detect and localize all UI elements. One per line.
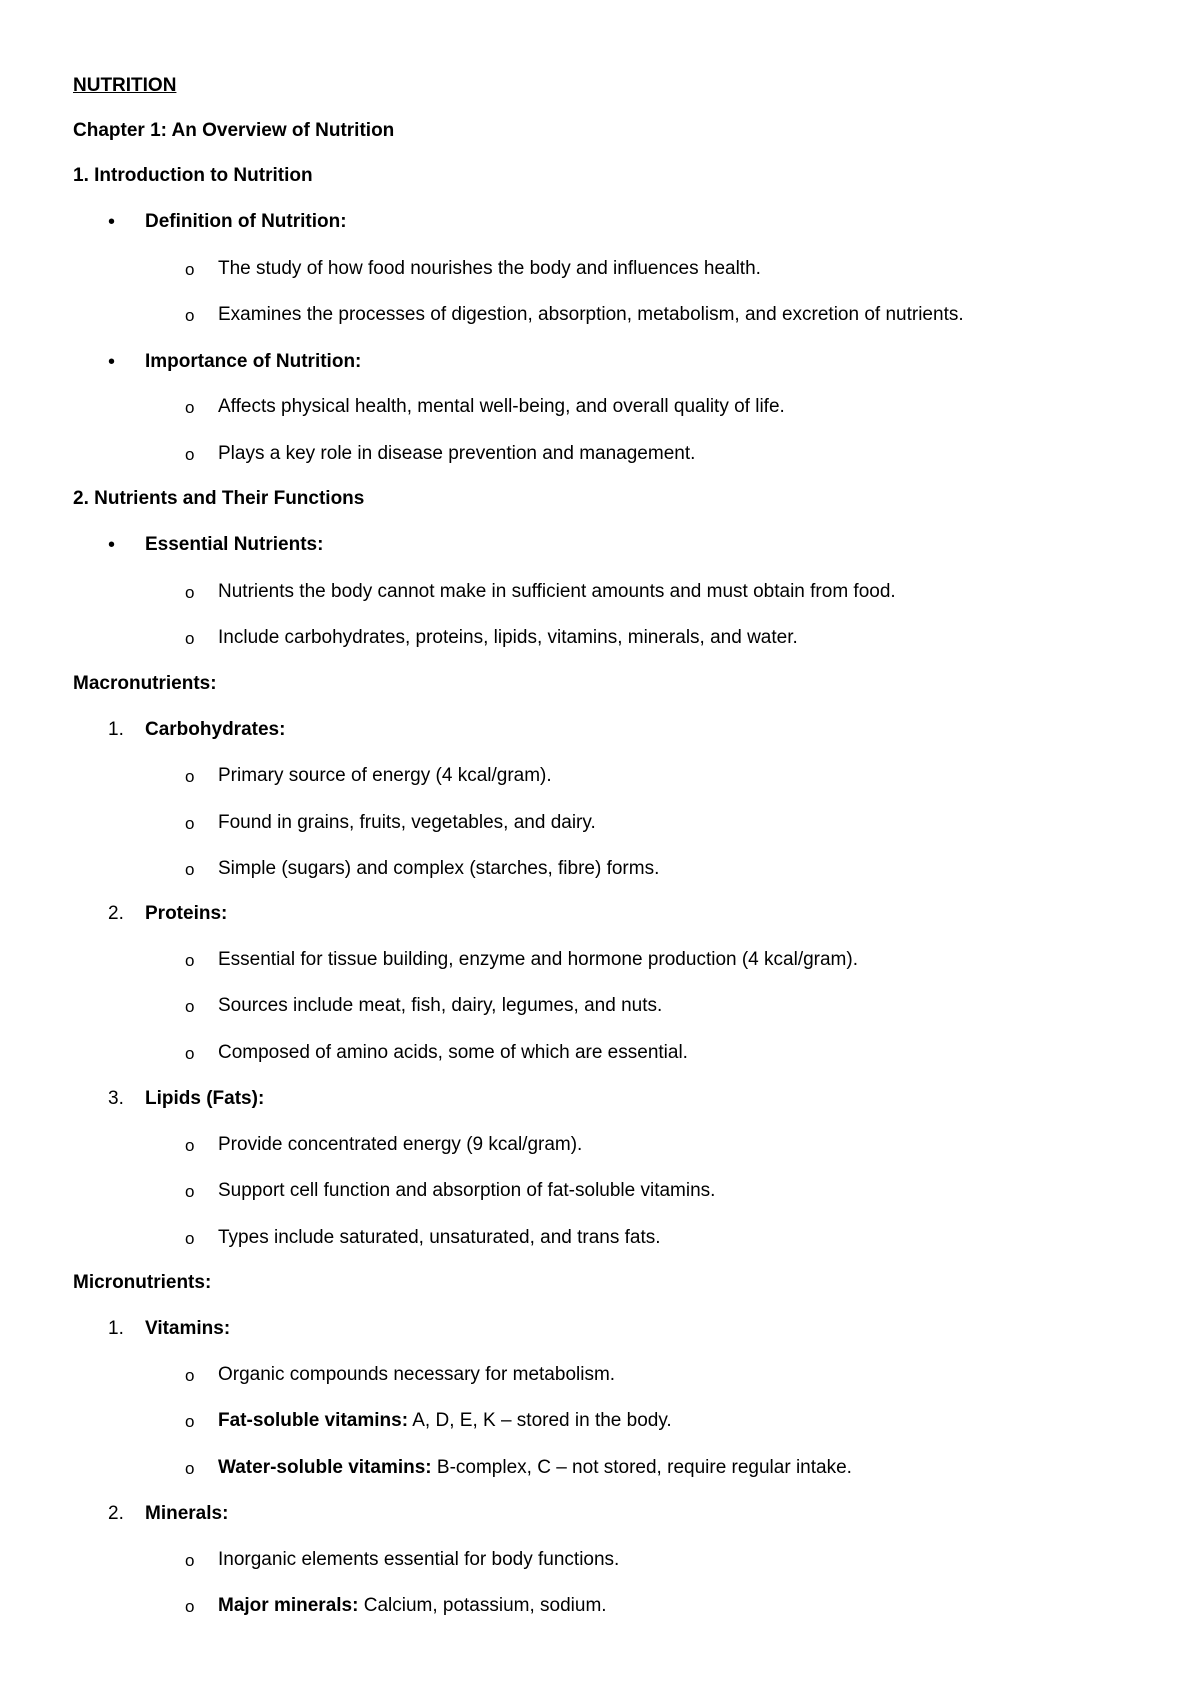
sub-bullet-marker: o bbox=[185, 1136, 195, 1155]
water-soluble-label: Water-soluble vitamins: bbox=[218, 1457, 432, 1478]
sub-bullet-marker: o bbox=[185, 1412, 195, 1431]
bullet-marker: • bbox=[108, 534, 116, 556]
list-item: Essential for tissue building, enzyme and hormone production (4 kcal/gram). bbox=[218, 949, 858, 970]
sub-bullet-marker: o bbox=[185, 767, 195, 786]
list-item: Sources include meat, fish, dairy, legumes, and nuts. bbox=[218, 995, 663, 1016]
list-item: Organic compounds necessary for metabolism. bbox=[218, 1364, 616, 1385]
sub-bullet-marker: o bbox=[185, 814, 195, 833]
list-number: 1. bbox=[108, 719, 124, 740]
sub-bullet-marker: o bbox=[185, 860, 195, 879]
sub-bullet-marker: o bbox=[185, 1459, 195, 1478]
carbohydrates-label: Carbohydrates: bbox=[145, 719, 286, 740]
list-item: Plays a key role in disease prevention and management. bbox=[218, 443, 696, 464]
list-item: Support cell function and absorption of fat-soluble vitamins. bbox=[218, 1180, 716, 1201]
sub-bullet-marker: o bbox=[185, 583, 195, 602]
sub-bullet-marker: o bbox=[185, 951, 195, 970]
sub-bullet-marker: o bbox=[185, 997, 195, 1016]
list-item bbox=[218, 1456, 852, 1480]
sub-bullet-marker: o bbox=[185, 1551, 195, 1570]
list-number: 2. bbox=[108, 1503, 124, 1524]
list-item: Provide concentrated energy (9 kcal/gram). bbox=[218, 1134, 583, 1155]
list-item: Simple (sugars) and complex (starches, fibre) forms. bbox=[218, 858, 660, 879]
fat-soluble-label: Fat-soluble vitamins: bbox=[218, 1410, 409, 1431]
importance-label: Importance of Nutrition: bbox=[145, 351, 362, 372]
proteins-label: Proteins: bbox=[145, 903, 228, 924]
list-item: Inorganic elements essential for body functions. bbox=[218, 1549, 620, 1570]
chapter-heading: Chapter 1: An Overview of Nutrition bbox=[73, 120, 395, 141]
sub-bullet-marker: o bbox=[185, 629, 195, 648]
list-item: Examines the processes of digestion, absorption, metabolism, and excretion of nutrients. bbox=[218, 304, 964, 325]
list-item: Include carbohydrates, proteins, lipids, vitamins, minerals, and water. bbox=[218, 627, 798, 648]
list-item: Composed of amino acids, some of which are essential. bbox=[218, 1042, 688, 1063]
sub-bullet-marker: o bbox=[185, 445, 195, 464]
section-heading-introduction: 1. Introduction to Nutrition bbox=[73, 165, 313, 186]
definition-label: Definition of Nutrition: bbox=[145, 211, 347, 232]
section-heading-nutrients: 2. Nutrients and Their Functions bbox=[73, 488, 365, 509]
lipids-label: Lipids (Fats): bbox=[145, 1088, 265, 1109]
water-soluble-text: B-complex, C – not stored, require regular intake. bbox=[431, 1457, 852, 1478]
minerals-label: Minerals: bbox=[145, 1503, 229, 1524]
document-title: NUTRITION bbox=[73, 75, 177, 96]
list-item: Found in grains, fruits, vegetables, and dairy. bbox=[218, 812, 596, 833]
sub-bullet-marker: o bbox=[185, 1044, 195, 1063]
bullet-marker: • bbox=[108, 211, 116, 233]
sub-bullet-marker: o bbox=[185, 306, 195, 325]
macronutrients-heading: Macronutrients: bbox=[73, 673, 217, 694]
fat-soluble-text: A, D, E, K – stored in the body. bbox=[408, 1410, 672, 1431]
list-item: The study of how food nourishes the body and influences health. bbox=[218, 258, 761, 279]
list-item bbox=[218, 1409, 672, 1433]
bullet-marker: • bbox=[108, 351, 116, 373]
list-item: Types include saturated, unsaturated, and trans fats. bbox=[218, 1227, 661, 1248]
list-number: 1. bbox=[108, 1318, 124, 1339]
list-item: Nutrients the body cannot make in sufficient amounts and must obtain from food. bbox=[218, 581, 896, 602]
sub-bullet-marker: o bbox=[185, 1597, 195, 1616]
list-number: 3. bbox=[108, 1088, 124, 1109]
list-item: Primary source of energy (4 kcal/gram). bbox=[218, 765, 552, 786]
list-item: Affects physical health, mental well-being, and overall quality of life. bbox=[218, 396, 785, 417]
sub-bullet-marker: o bbox=[185, 1366, 195, 1385]
major-minerals-text: Calcium, potassium, sodium. bbox=[358, 1595, 607, 1616]
vitamins-label: Vitamins: bbox=[145, 1318, 231, 1339]
list-number: 2. bbox=[108, 903, 124, 924]
major-minerals-label: Major minerals: bbox=[218, 1595, 359, 1616]
sub-bullet-marker: o bbox=[185, 398, 195, 417]
sub-bullet-marker: o bbox=[185, 1182, 195, 1201]
sub-bullet-marker: o bbox=[185, 260, 195, 279]
sub-bullet-marker: o bbox=[185, 1229, 195, 1248]
list-item bbox=[218, 1594, 607, 1618]
micronutrients-heading: Micronutrients: bbox=[73, 1272, 212, 1293]
essential-nutrients-label: Essential Nutrients: bbox=[145, 534, 324, 555]
